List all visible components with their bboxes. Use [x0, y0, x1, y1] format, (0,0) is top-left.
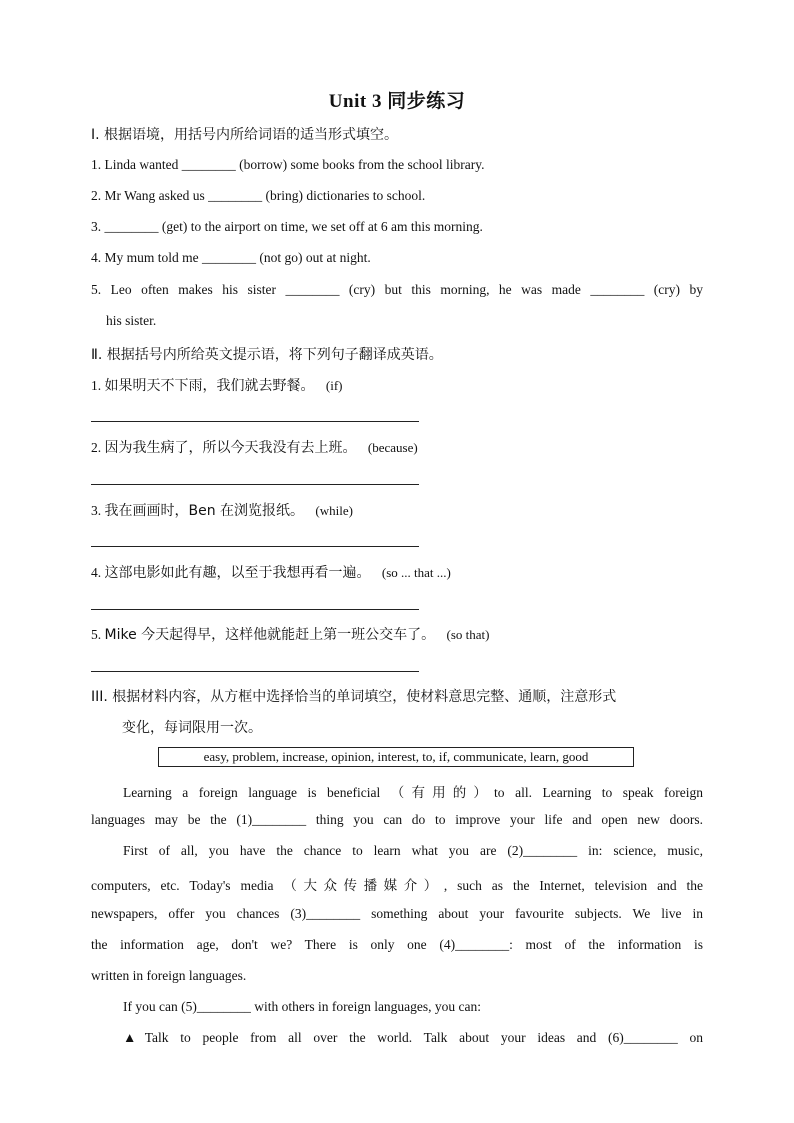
passage-line: computers, etc. Today's media （大众传播媒介）, such as the Internet, television and the	[91, 878, 703, 893]
section2-item-5	[91, 624, 703, 644]
item-hint: (if)	[325, 378, 343, 393]
section1-item-5: 5. Leo often makes his sister ________ (cry) but this morning, he was made ________ (cry) by	[91, 282, 703, 297]
answer-line[interactable]	[91, 421, 419, 422]
item-number: 4.	[91, 565, 102, 580]
section2-item-3	[91, 500, 703, 520]
item-chinese-text: Mike 今天起得早，这样他就能赶上第一班公交车了。	[104, 627, 436, 643]
item-chinese-text: 这部电影如此有趣，以至于我想再看一遍。	[104, 565, 371, 581]
passage-line: Learning a foreign language is beneficial （有用的）to all. Learning to speak foreign	[123, 785, 703, 800]
word-box: easy, problem, increase, opinion, interest, to, if, communicate, learn, good	[158, 747, 634, 767]
section1-item-1: 1. Linda wanted ________ (borrow) some books from the school library.	[91, 157, 485, 172]
item-hint: (because)	[367, 440, 418, 455]
passage-line: newspapers, offer you chances (3)________ something about your favourite subjects. We live in	[91, 906, 703, 921]
answer-line[interactable]	[91, 546, 419, 547]
passage-line: First of all, you have the chance to learn what you are (2)________ in: science, music,	[123, 843, 703, 858]
section2-item-1	[91, 375, 703, 395]
page-title: Unit 3 同步练习	[328, 91, 466, 112]
item-hint: (while)	[315, 503, 353, 518]
section2-item-4	[91, 562, 703, 582]
item-chinese-text: 我在画画时，Ben 在浏览报纸。	[104, 503, 305, 519]
passage-line: written in foreign languages.	[91, 968, 247, 983]
answer-line[interactable]	[91, 484, 419, 485]
passage-line: ▲Talk to people from all over the world. Talk about your ideas and (6)________ on	[123, 1030, 703, 1045]
passage-line: the information age, don't we? There is only one (4)________: most of the information is	[91, 937, 703, 952]
item-number: 1.	[91, 378, 102, 393]
item-number: 5.	[91, 627, 102, 642]
item-hint: (so ... that ...)	[381, 565, 451, 580]
section1-item-2: 2. Mr Wang asked us ________ (bring) dictionaries to school.	[91, 188, 426, 203]
section2-item-2	[91, 437, 703, 457]
section1-heading: Ⅰ. 根据语境，用括号内所给词语的适当形式填空。	[91, 127, 399, 143]
item-chinese-text: 因为我生病了，所以今天我没有去上班。	[104, 440, 357, 456]
item-number: 2.	[91, 440, 102, 455]
passage-line: If you can (5)________ with others in foreign languages, you can:	[123, 999, 482, 1014]
item-chinese-text: 如果明天不下雨，我们就去野餐。	[104, 378, 315, 394]
item-number: 3.	[91, 503, 102, 518]
section1-item-3: 3. ________ (get) to the airport on time, we set off at 6 am this morning.	[91, 219, 483, 234]
passage-line: languages may be the (1)________ thing you can do to improve your life and open new doors.	[91, 812, 703, 827]
item-hint: (so that)	[446, 627, 490, 642]
section3-heading: III. 根据材料内容，从方框中选择恰当的单词填空，使材料意思完整、通顺，注意形式	[91, 689, 617, 705]
section1-item-5-cont: his sister.	[106, 313, 157, 328]
answer-line[interactable]	[91, 671, 419, 672]
answer-line[interactable]	[91, 609, 419, 610]
section3-heading-cont: 变化，每词限用一次。	[122, 720, 262, 736]
section2-heading: Ⅱ. 根据括号内所给英文提示语，将下列句子翻译成英语。	[91, 347, 443, 363]
section1-item-4: 4. My mum told me ________ (not go) out at night.	[91, 250, 371, 265]
